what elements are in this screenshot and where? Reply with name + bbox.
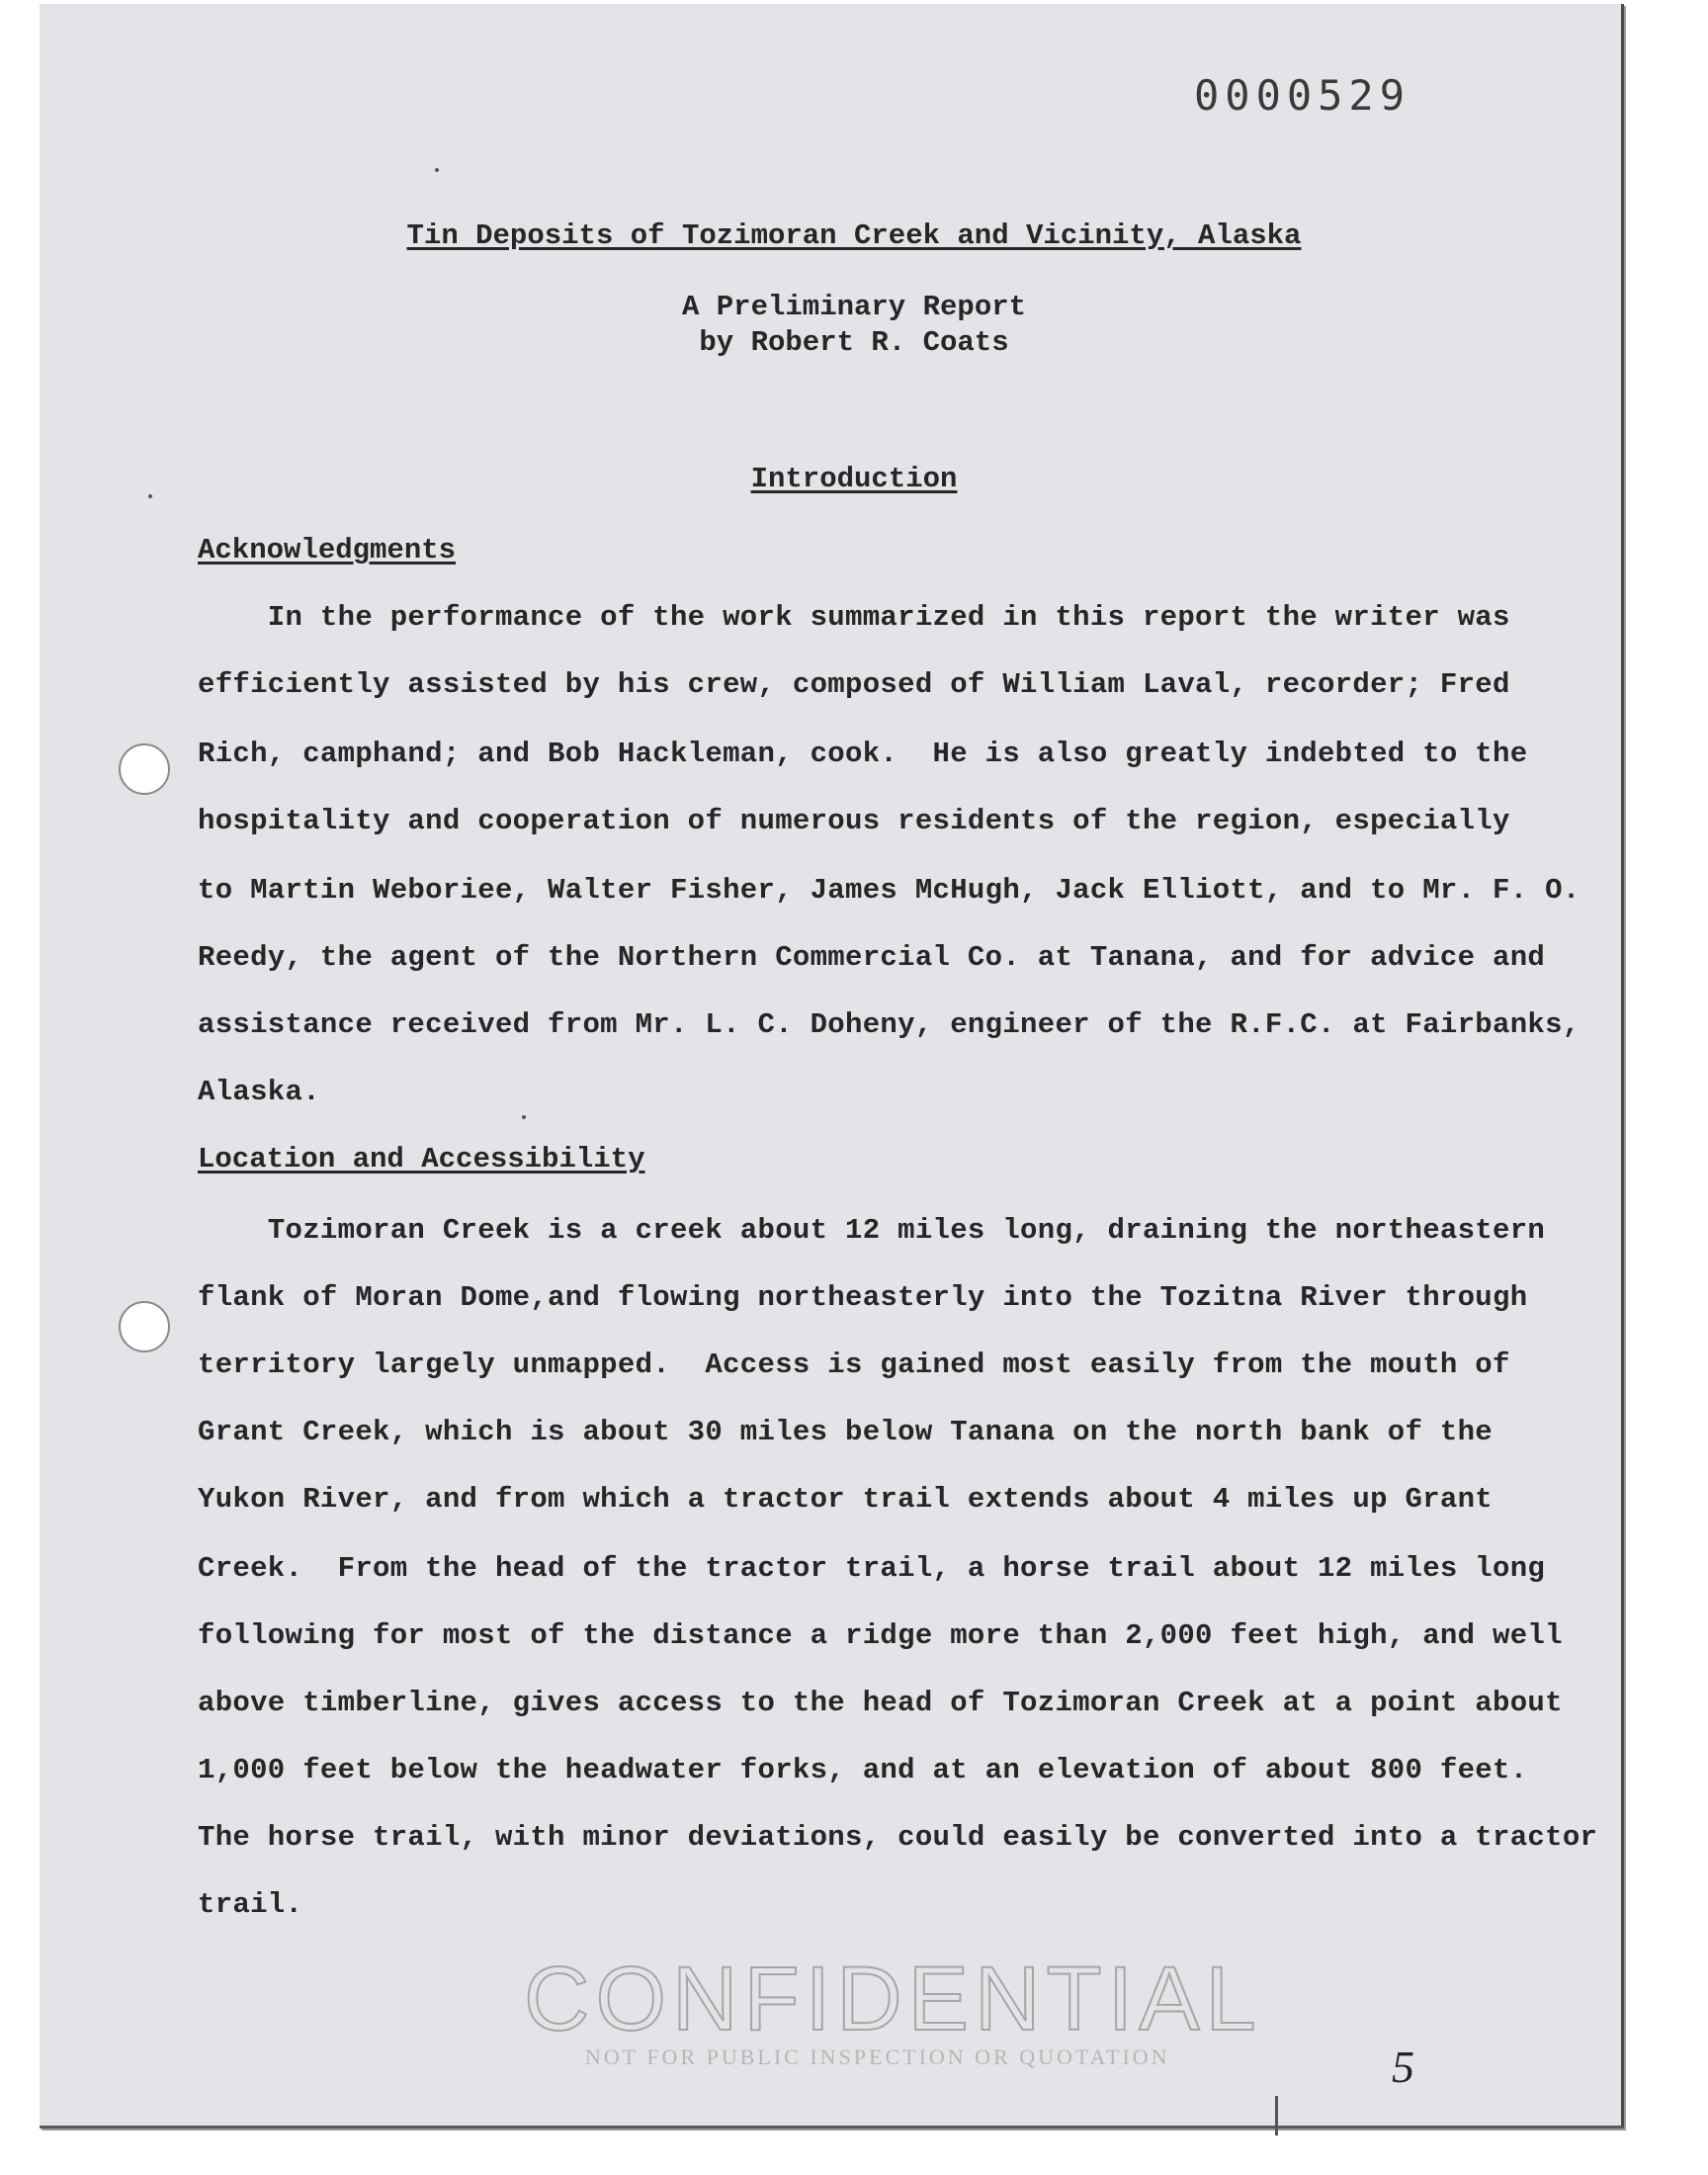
paragraph-line: efficiently assisted by his crew, composed of William Laval, recorder; Fred — [198, 668, 1510, 701]
paragraph-line: Tozimoran Creek is a creek about 12 miles long, draining the northeastern — [198, 1214, 1546, 1247]
paragraph-line: The horse trail, with minor deviations, could easily be converted into a tractor — [198, 1821, 1598, 1854]
paragraph-line: hospitality and cooperation of numerous residents of the region, especially — [198, 805, 1510, 837]
paragraph-line: 1,000 feet below the headwater forks, and at an elevation of about 800 feet. — [198, 1754, 1528, 1786]
paragraph-line: Rich, camphand; and Bob Hackleman, cook. He is also greatly indebted to the — [198, 738, 1528, 770]
binder-hole — [119, 743, 170, 795]
paragraph-line: Yukon River, and from which a tractor trail extends about 4 miles up Grant — [198, 1483, 1494, 1516]
document-title: Tin Deposits of Tozimoran Creek and Vicinity, Alaska — [406, 219, 1302, 252]
page-number: 5 — [1392, 2042, 1414, 2092]
paragraph-line: trail. — [198, 1888, 303, 1921]
confidential-stamp: CONFIDENTIAL — [524, 1949, 1262, 2049]
paragraph-line: Creek. From the head of the tractor trail, a horse trail about 12 miles long — [198, 1552, 1546, 1585]
section-heading-introduction: Introduction — [750, 463, 958, 495]
binder-hole — [119, 1301, 170, 1352]
scan-speck — [435, 168, 439, 172]
paragraph-line: to Martin Weboriee, Walter Fisher, James McHugh, Jack Elliott, and to Mr. F. O. — [198, 874, 1580, 907]
paragraph-line: In the performance of the work summarized in this report the writer was — [198, 601, 1510, 634]
paragraph-line: Reedy, the agent of the Northern Commercial Co. at Tanana, and for advice and — [198, 941, 1546, 974]
paragraph-line: assistance received from Mr. L. C. Doheny, engineer of the R.F.C. at Fairbanks, — [198, 1008, 1580, 1041]
document-number: 0000529 — [1194, 71, 1411, 120]
report-subtitle: A Preliminary Report — [681, 291, 1027, 323]
scan-speck — [148, 494, 152, 498]
paragraph-line: Grant Creek, which is about 30 miles below Tanana on the north bank of the — [198, 1416, 1494, 1448]
acknowledgments-heading: Acknowledgments — [198, 534, 457, 566]
paragraph-line: following for most of the distance a ridge more than 2,000 feet high, and well — [198, 1619, 1563, 1652]
paragraph-line: Alaska. — [198, 1076, 320, 1108]
page-edge-mark — [1275, 2096, 1278, 2135]
report-author: by Robert R. Coats — [699, 326, 1009, 359]
paragraph-line: above timberline, gives access to the head of Tozimoran Creek at a point about — [198, 1687, 1563, 1719]
confidential-stamp-subtext: NOT FOR PUBLIC INSPECTION OR QUOTATION — [585, 2044, 1170, 2069]
paragraph-line: flank of Moran Dome,and flowing northeasterly into the Tozitna River through — [198, 1281, 1528, 1314]
location-heading: Location and Accessibility — [198, 1143, 645, 1175]
scan-speck — [522, 1115, 526, 1119]
paragraph-line: territory largely unmapped. Access is gained most easily from the mouth of — [198, 1348, 1510, 1381]
